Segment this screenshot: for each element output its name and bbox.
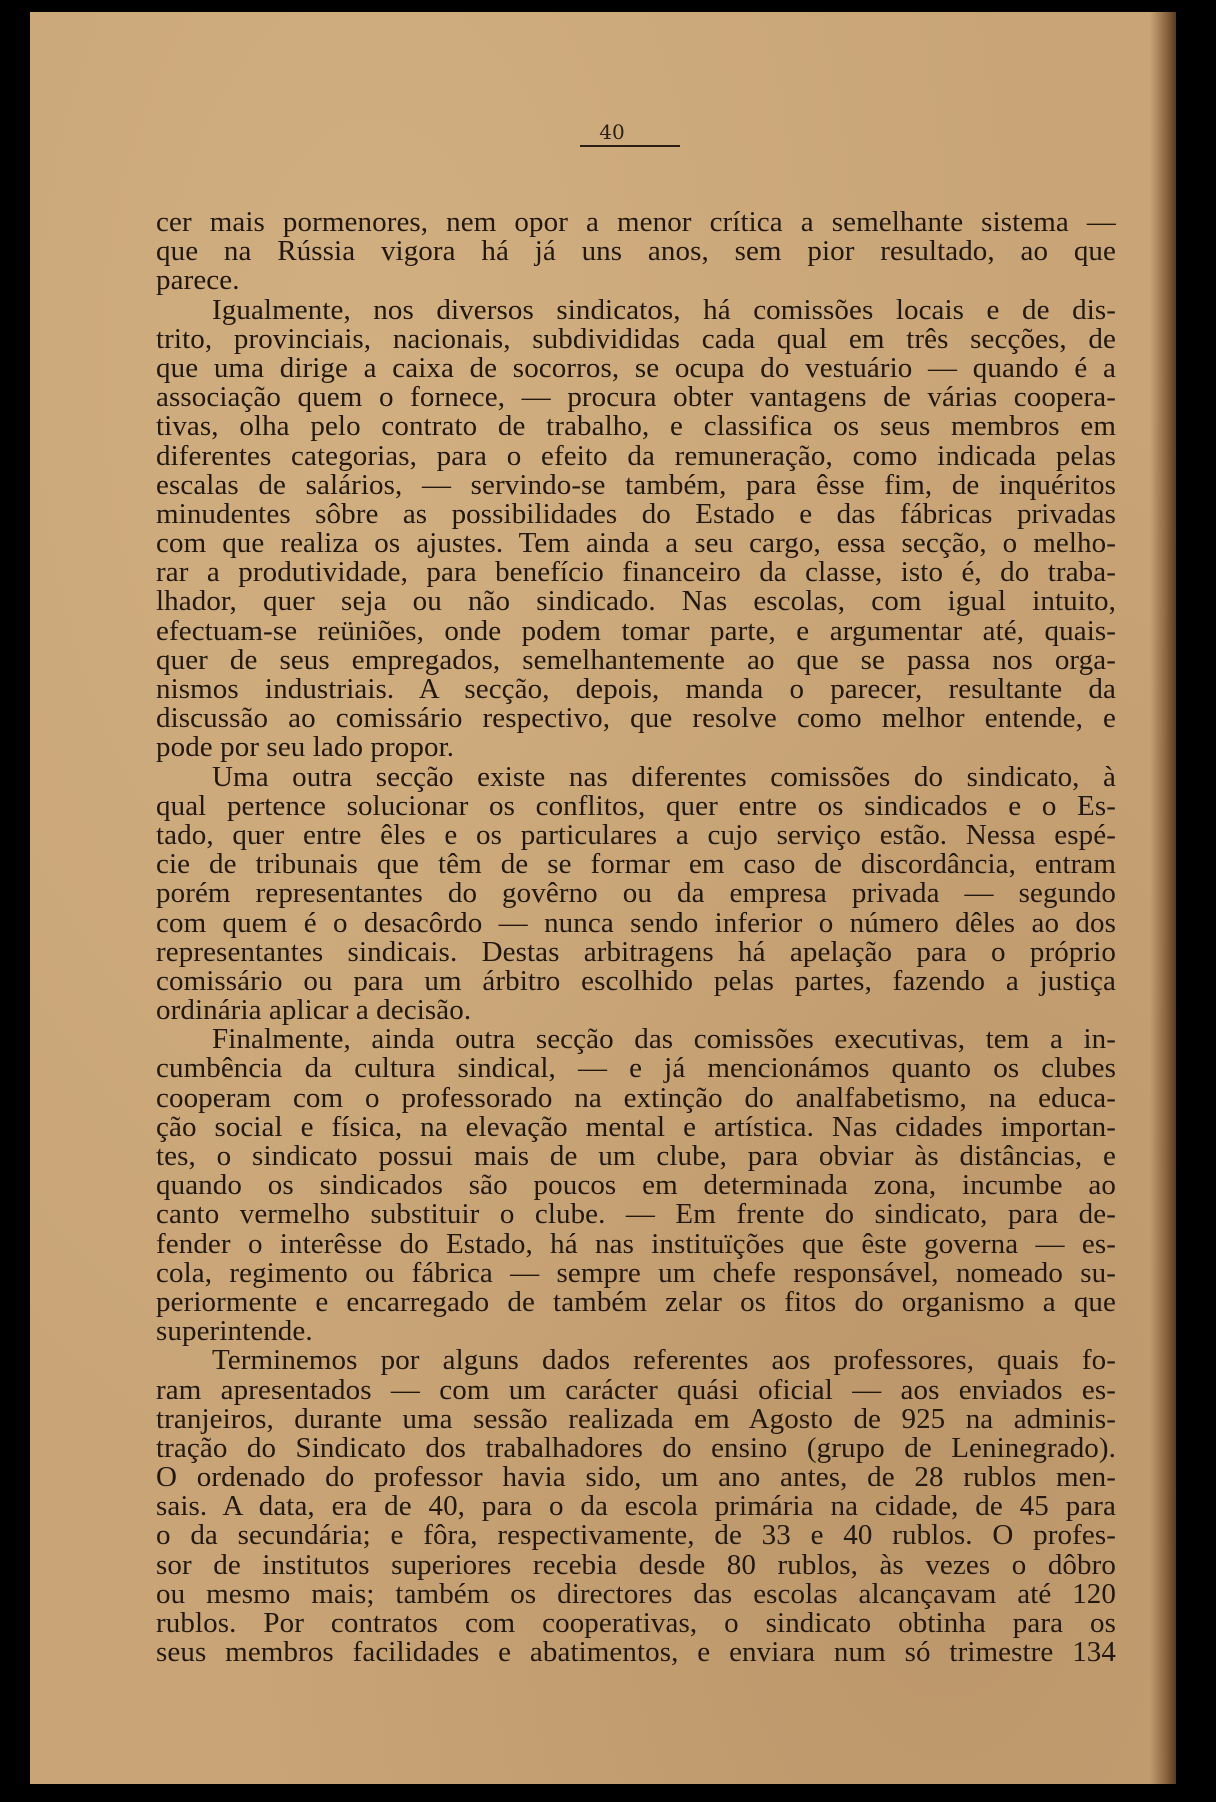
- text-line: que uma dirige a caixa de socorros, se ocupa do vestuário — quando é a: [156, 351, 1116, 384]
- text-line: quer de seus empregados, semelhantemente ao que se passa nos orga-: [156, 643, 1116, 676]
- page-number-rule: [580, 145, 680, 147]
- text-line: efectuam-se reüniões, onde podem tomar parte, e argumentar até, quais-: [156, 614, 1116, 647]
- text-line: tado, quer entre êles e os particulares a cujo serviço estão. Nessa espé-: [156, 818, 1116, 851]
- page-number: 40: [599, 120, 625, 144]
- text-line: rar a produtividade, para benefício financeiro da classe, isto é, do traba-: [156, 556, 1116, 589]
- text-line: Finalmente, ainda outra secção das comissões executivas, tem a in-: [212, 1023, 1116, 1056]
- text-line: sais. A data, era de 40, para o da escola primária na cidade, de 45 para: [156, 1490, 1116, 1523]
- book-page: [30, 12, 1176, 1784]
- text-line: tração do Sindicato dos trabalhadores do ensino (grupo de Leninegrado).: [156, 1431, 1116, 1464]
- text-line: tivas, olha pelo contrato de trabalho, e classifica os seus membros em: [156, 410, 1116, 443]
- text-line: quando os sindicados são poucos em determinada zona, incumbe ao: [156, 1169, 1116, 1202]
- text-line: Igualmente, nos diversos sindicatos, há comissões locais e de dis-: [212, 293, 1116, 326]
- text-line: minudentes sôbre as possibilidades do Estado e das fábricas privadas: [156, 497, 1116, 530]
- text-line: diferentes categorias, para o efeito da remuneração, como indicada pelas: [156, 439, 1116, 472]
- text-line: Uma outra secção existe nas diferentes comissões do sindicato, à: [212, 760, 1116, 793]
- text-line: ção social e física, na elevação mental e artística. Nas cidades importan-: [156, 1110, 1116, 1143]
- page-spine-shadow: [1150, 12, 1176, 1784]
- text-line: cumbência da cultura sindical, — e já mencionámos quanto os clubes: [156, 1052, 1116, 1085]
- text-line: Terminemos por alguns dados referentes aos professores, quais fo-: [212, 1344, 1116, 1377]
- text-line: escalas de salários, — servindo-se também, para êsse fim, de inquéritos: [156, 468, 1116, 501]
- text-line: representantes sindicais. Destas arbitragens há apelação para o próprio: [156, 935, 1116, 968]
- text-line: cooperam com o professorado na extinção do analfabetismo, na educa-: [156, 1081, 1116, 1114]
- text-line: ordinária aplicar a decisão.: [156, 994, 472, 1027]
- text-line: O ordenado do professor havia sido, um ano antes, de 28 rublos men-: [156, 1461, 1116, 1494]
- text-line: sor de institutos superiores recebia desde 80 rublos, às vezes o dôbro: [156, 1548, 1116, 1581]
- text-line: com quem é o desacôrdo — nunca sendo inferior o número dêles ao dos: [156, 906, 1116, 939]
- text-line: tes, o sindicato possui mais de um clube, para obviar às distâncias, e: [156, 1140, 1116, 1172]
- text-line: fender o interêsse do Estado, há nas instituïções que êste governa — es-: [156, 1227, 1116, 1260]
- text-line: ram apresentados — com um carácter quási oficial — aos enviados es-: [156, 1373, 1116, 1406]
- text-line: parece.: [156, 264, 240, 297]
- text-line: cie de tribunais que têm de se formar em caso de discordância, entram: [156, 848, 1116, 881]
- text-line: superintende.: [156, 1315, 313, 1348]
- text-line: trito, provinciais, nacionais, subdivididas cada qual em três secções, de: [156, 322, 1116, 355]
- text-line: que na Rússia vigora há já uns anos, sem pior resultado, ao que: [156, 235, 1116, 268]
- text-line: nismos industriais. A secção, depois, manda o parecer, resultante da: [156, 673, 1116, 705]
- text-line: o da secundária; e fôra, respectivamente, de 33 e 40 rublos. O profes-: [156, 1519, 1116, 1552]
- text-line: porém representantes do govêrno ou da empresa privada — segundo: [156, 877, 1116, 910]
- text-line: canto vermelho substituir o clube. — Em frente do sindicato, para de-: [156, 1198, 1116, 1231]
- text-line: cer mais pormenores, nem opor a menor crítica a semelhante sistema —: [156, 206, 1116, 238]
- text-line: com que realiza os ajustes. Tem ainda a seu cargo, essa secção, o melho-: [156, 527, 1116, 560]
- text-line: pode por seu lado propor.: [156, 731, 455, 764]
- text-line: qual pertence solucionar os conflitos, quer entre os sindicados e o Es-: [156, 789, 1116, 822]
- text-line: cola, regimento ou fábrica — sempre um chefe responsável, nomeado su-: [156, 1256, 1116, 1289]
- body-text: [156, 208, 1116, 1667]
- text-line: associação quem o fornece, — procura obter vantagens de várias coopera-: [156, 381, 1116, 414]
- text-line: discussão ao comissário respectivo, que resolve como melhor entende, e: [156, 702, 1116, 735]
- text-line: seus membros facilidades e abatimentos, e enviara num só trimestre 134: [156, 1636, 1116, 1669]
- text-line: tranjeiros, durante uma sessão realizada em Agosto de 925 na adminis-: [156, 1402, 1116, 1435]
- text-line: comissário ou para um árbitro escolhido pelas partes, fazendo a justiça: [156, 964, 1116, 997]
- text-line: ou mesmo mais; também os directores das escolas alcançavam até 120: [156, 1577, 1116, 1610]
- text-line: lhador, quer seja ou não sindicado. Nas escolas, com igual intuito,: [156, 585, 1116, 618]
- text-line: periormente e encarregado de também zelar os fitos do organismo a que: [156, 1285, 1116, 1318]
- text-line: rublos. Por contratos com cooperativas, o sindicato obtinha para os: [156, 1607, 1116, 1639]
